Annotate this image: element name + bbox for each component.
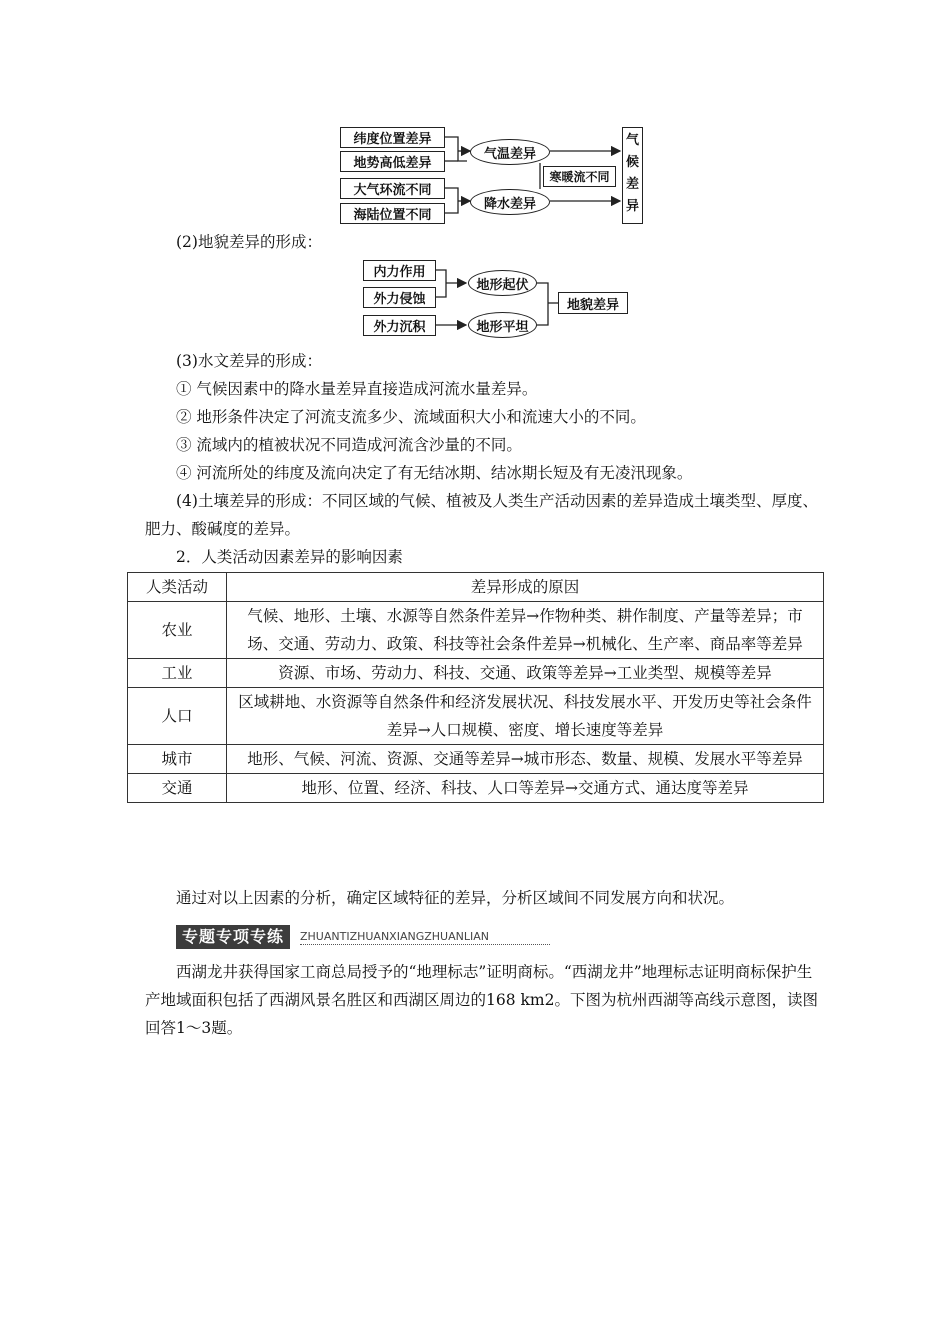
hydro-item-3: ③ 流域内的植被状况不同造成河流含沙量的不同。 — [176, 436, 522, 454]
node-landform-diff: 地貌差异 — [558, 292, 628, 314]
climate-diff-char-4: 异 — [625, 199, 639, 214]
table-header-reason: 差异形成的原因 — [227, 573, 824, 602]
table-cell-reason: 区域耕地、水资源等自然条件和经济发展状况、科技发展水平、开发历史等社会条件差异→人口规模、密度、增长速度等差异 — [227, 688, 824, 745]
question-intro: 西湖龙井获得国家工商总局授予的“地理标志”证明商标。“西湖龙井”地理标志证明商标保护生产地域面积包括了西湖风景名胜区和西湖区周边的168 km2。下图为杭州西湖等高线示意图，读图回答1～3题。 — [145, 963, 818, 1037]
section-banner: 专题专项专练 — [176, 925, 290, 949]
table-cell-activity: 农业 — [128, 602, 227, 659]
climate-diff-char-2: 候 — [625, 155, 639, 170]
factor-elevation: 地势高低差异 — [340, 151, 445, 172]
table-header-activity: 人类活动 — [128, 573, 227, 602]
hydro-heading: (3)水文差异的形成： — [176, 352, 322, 370]
climate-diff-char-3: 差 — [625, 177, 639, 192]
table-cell-activity: 交通 — [128, 774, 227, 803]
table-row — [128, 688, 824, 745]
landform-heading: (2)地貌差异的形成： — [176, 233, 322, 251]
table-row — [128, 774, 824, 803]
table-row — [128, 659, 824, 688]
factor-erosion: 外力侵蚀 — [363, 287, 436, 308]
factor-internal-force: 内力作用 — [363, 260, 436, 281]
node-flat: 地形平坦 — [468, 312, 537, 338]
table-cell-activity: 人口 — [128, 688, 227, 745]
table-cell-reason: 地形、气候、河流、资源、交通等差异→城市形态、数量、规模、发展水平等差异 — [227, 745, 824, 774]
summary-text: 通过对以上因素的分析，确定区域特征的差异，分析区域间不同发展方向和状况。 — [176, 889, 735, 907]
factor-circulation: 大气环流不同 — [340, 178, 445, 199]
node-climate-diff — [622, 127, 643, 224]
table-cell-reason: 地形、位置、经济、科技、人口等差异→交通方式、通达度等差异 — [227, 774, 824, 803]
hydro-item-4: ④ 河流所处的纬度及流向决定了有无结冰期、结冰期长短及有无凌汛现象。 — [176, 464, 693, 482]
table-cell-activity: 城市 — [128, 745, 227, 774]
section-banner-subtitle: ZHUANTIZHUANXIANGZHUANLIAN — [300, 930, 550, 945]
node-temperature-diff: 气温差异 — [470, 139, 550, 165]
table-row — [128, 602, 824, 659]
human-activity-table — [127, 572, 824, 803]
soil-paragraph: (4)土壤差异的形成：不同区域的气候、植被及人类生产活动因素的差异造成土壤类型、厚度、肥力、酸碱度的差异。 — [145, 492, 818, 538]
hydro-item-2: ② 地形条件决定了河流支流多少、流域面积大小和流速大小的不同。 — [176, 408, 646, 426]
node-relief: 地形起伏 — [468, 270, 537, 296]
factor-latitude: 纬度位置差异 — [340, 127, 445, 148]
climate-diff-char-1: 气 — [625, 133, 639, 148]
hydro-item-1: ① 气候因素中的降水量差异直接造成河流水量差异。 — [176, 380, 538, 398]
table-row — [128, 745, 824, 774]
table-header-row — [128, 573, 824, 602]
factor-deposition: 外力沉积 — [363, 315, 436, 336]
table-cell-reason: 气候、地形、土壤、水源等自然条件差异→作物种类、耕作制度、产量等差异；市场、交通、劳动力、政策、科技等社会条件差异→机械化、生产率、商品率等差异 — [227, 602, 824, 659]
human-activity-heading: 2．人类活动因素差异的影响因素 — [176, 548, 403, 566]
table-cell-reason: 资源、市场、劳动力、科技、交通、政策等差异→工业类型、规模等差异 — [227, 659, 824, 688]
table-cell-activity: 工业 — [128, 659, 227, 688]
node-precipitation-diff: 降水差异 — [470, 189, 550, 215]
node-ocean-current: 寒暖流不同 — [543, 166, 616, 187]
factor-land-sea: 海陆位置不同 — [340, 203, 445, 224]
